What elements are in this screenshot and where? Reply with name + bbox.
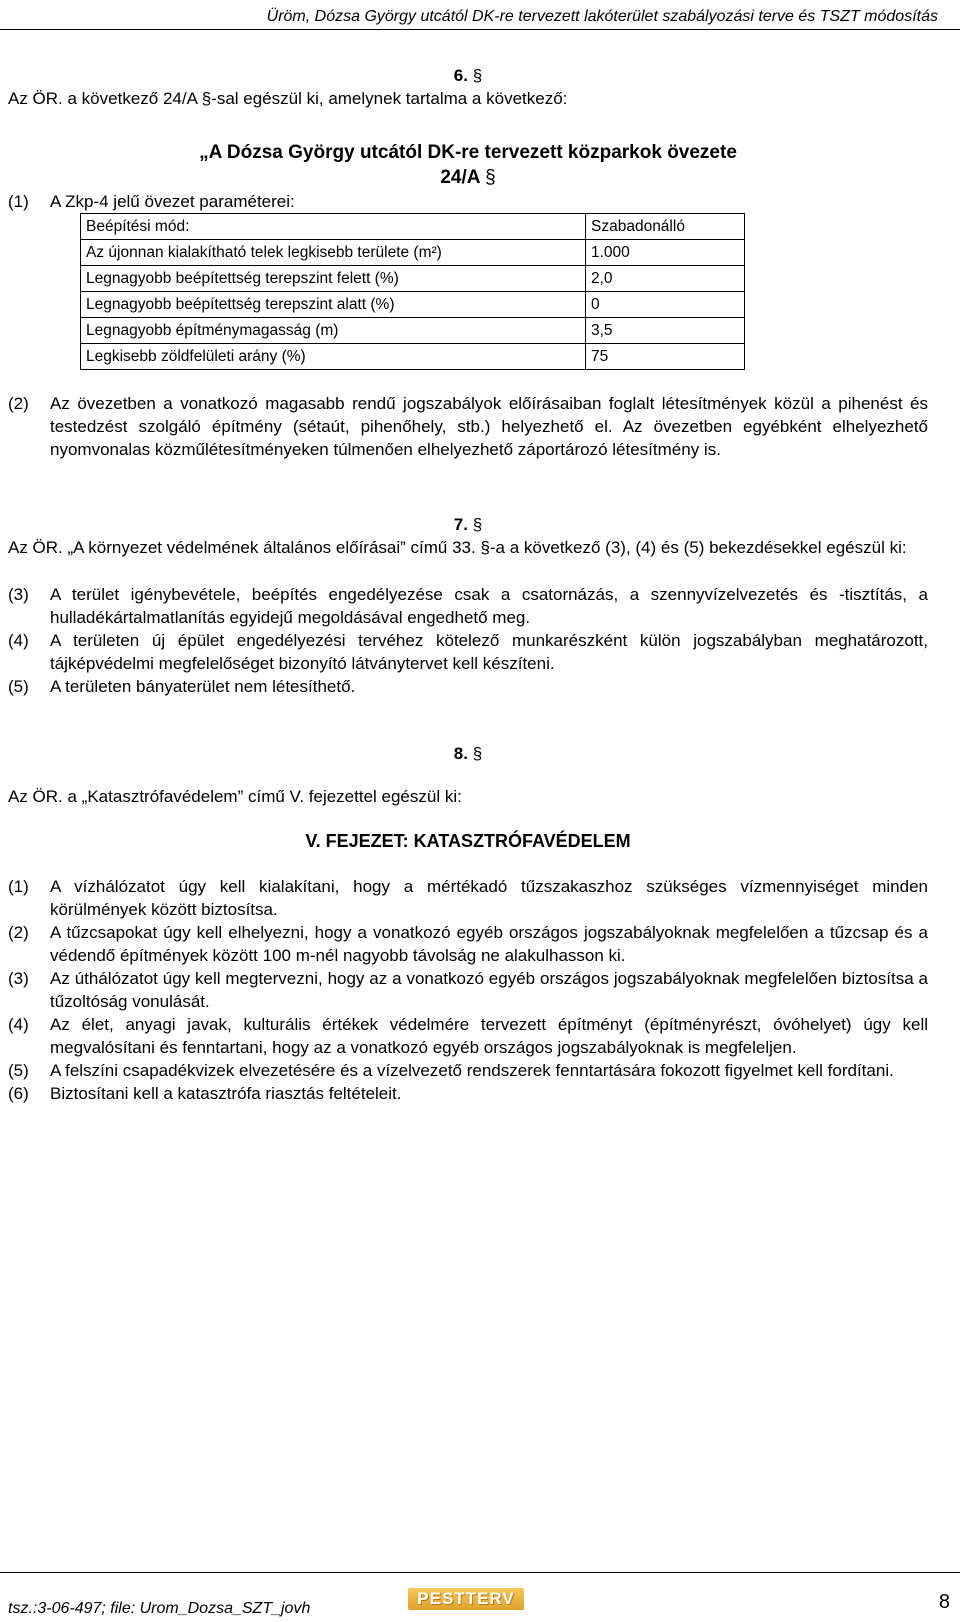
- item-text: A területen bányaterület nem létesíthető.: [50, 677, 356, 696]
- item-text: Biztosítani kell a katasztrófa riasztás feltételeit.: [50, 1084, 402, 1103]
- item-text: A tűzcsapokat úgy kell elhelyezni, hogy a vonatkozó egyéb országos jogszabályoknak megfelelően a tűzcsap és a védendő építmények között 100 m-nél nagyobb távolság ne alakulhasson ki.: [50, 923, 928, 965]
- table-cell-label: Az újonnan kialakítható telek legkisebb területe (m²): [81, 240, 586, 266]
- table-row: [81, 292, 745, 318]
- chapter-heading: V. FEJEZET: KATASZTRÓFAVÉDELEM: [305, 831, 631, 851]
- list-item: [8, 1059, 928, 1082]
- list-item: [8, 583, 928, 629]
- paragraph-sign: §: [472, 66, 483, 85]
- item-number: (1): [8, 877, 29, 896]
- item-number: (2): [8, 394, 29, 413]
- section-7-number: 7.: [453, 515, 468, 534]
- item-number: (4): [8, 631, 29, 650]
- table-cell-value: 3,5: [586, 318, 745, 344]
- list-item: [8, 1082, 928, 1105]
- item-text: Az élet, anyagi javak, kulturális értékek védelmére tervezett építményt (építményrészt, óvóhelyet) úgy kell megvalósítani és fenntartani, hogy az a vonatkozó egyéb országos jogszabályoknak is megfeleljen.: [50, 1015, 928, 1057]
- zone-parameter-table: [80, 213, 745, 370]
- table-cell-value: 75: [586, 344, 745, 370]
- page-footer: [0, 1572, 960, 1622]
- table-cell-value: 1.000: [586, 240, 745, 266]
- table-row: [81, 214, 745, 240]
- section-8-heading: [8, 742, 928, 765]
- table-cell-value: 0: [586, 292, 745, 318]
- paragraph-sign: §: [485, 167, 496, 188]
- list-item: [8, 392, 928, 461]
- paragraph-sign: §: [472, 744, 483, 763]
- zone-title: [8, 140, 928, 190]
- section-6-heading: [8, 64, 928, 87]
- table-cell-value: Szabadonálló: [586, 214, 745, 240]
- list-item: [8, 629, 928, 675]
- item-number: (6): [8, 1084, 29, 1103]
- table-cell-label: Legnagyobb beépítettség terepszint felett (%): [81, 266, 586, 292]
- item-number: (1): [8, 192, 29, 211]
- header-title: Üröm, Dózsa György utcától DK-re tervezett lakóterület szabályozási terve és TSZT módosítás: [266, 8, 938, 25]
- item-text: A területen új épület engedélyezési tervéhez kötelező munkarészként külön jogszabályban meghatározott, tájképvédelmi megfelelőséget bizonyító látványtervet kell készíteni.: [50, 631, 928, 673]
- item-text: A vízhálózatot úgy kell kialakítani, hogy a mértékadó tűzszakaszhoz szükséges vízmennyiséget minden körülmények között biztosítsa.: [50, 877, 928, 919]
- list-item: [8, 921, 928, 967]
- table-row: [81, 240, 745, 266]
- item-number: (5): [8, 1061, 29, 1080]
- table-row: [81, 344, 745, 370]
- table-cell-label: Beépítési mód:: [81, 214, 586, 240]
- section-6-number: 6.: [453, 66, 468, 85]
- section-6-intro: Az ÖR. a következő 24/A §-sal egészül ki, amelynek tartalma a következő:: [8, 89, 568, 108]
- document-body: [8, 64, 928, 1105]
- table-cell-label: Legnagyobb építménymagasság (m): [81, 318, 586, 344]
- list-item: [8, 967, 928, 1013]
- item-text: Az úthálózatot úgy kell megtervezni, hogy az a vonatkozó egyéb országos jogszabályoknak megfelelően biztosítsa a tűzoltóság vonulását.: [50, 969, 928, 1011]
- table-row: [81, 318, 745, 344]
- section-8-intro: Az ÖR. a „Katasztrófavédelem” című V. fejezettel egészül ki:: [8, 787, 462, 806]
- zone-title-line2: 24/A: [440, 167, 480, 188]
- item-text: A terület igénybevétele, beépítés engedélyezése csak a csatornázás, a szennyvízelvezetés és -tisztítás, a hulladékártalmatlanítás egyidejű megoldásával engedhető meg.: [50, 585, 928, 627]
- list-item: [8, 1013, 928, 1059]
- section-7-heading: [8, 513, 928, 536]
- item-text: A Zkp-4 jelű övezet paraméterei:: [50, 192, 295, 211]
- table-cell-label: Legkisebb zöldfelületi arány (%): [81, 344, 586, 370]
- item-number: (5): [8, 677, 29, 696]
- section-8-number: 8.: [453, 744, 468, 763]
- item-number: (2): [8, 923, 29, 942]
- table-row: [81, 266, 745, 292]
- item-number: (3): [8, 585, 29, 604]
- item-text: A felszíni csapadékvizek elvezetésére és a vízelvezető rendszerek fenntartására fokozott figyelmet kell fordítani.: [50, 1061, 894, 1080]
- list-item: [8, 675, 928, 698]
- section-7-intro: Az ÖR. „A környezet védelmének általános előírásai” című 33. §-a a következő (3), (4) és (5) bekezdésekkel egészül ki:: [8, 538, 907, 557]
- list-item: [8, 875, 928, 921]
- table-cell-value: 2,0: [586, 266, 745, 292]
- pestterv-logo: PESTTERV: [408, 1588, 524, 1610]
- footer-file-info: tsz.:3-06-497; file: Urom_Dozsa_SZT_jovh: [8, 1600, 311, 1617]
- item-text: Az övezetben a vonatkozó magasabb rendű jogszabályok előírásaiban foglalt létesítmények közül a pihenést és testedzést szolgáló építmény (sétaút, pihenőhely, stb.) helyezhető el. Az övezetben egyébként elhelyezhető nyomvonalas közműlétesítményeken túlmenően elhelyezhető záportározó létesítmény is.: [50, 394, 928, 459]
- table-cell-label: Legnagyobb beépítettség terepszint alatt (%): [81, 292, 586, 318]
- paragraph-sign: §: [472, 515, 483, 534]
- zone-title-line1: „A Dózsa György utcától DK-re tervezett közparkok övezete: [199, 142, 737, 163]
- running-header: [0, 0, 960, 30]
- item-number: (3): [8, 969, 29, 988]
- list-item: [8, 190, 928, 213]
- item-number: (4): [8, 1015, 29, 1034]
- page-number: 8: [938, 1591, 950, 1613]
